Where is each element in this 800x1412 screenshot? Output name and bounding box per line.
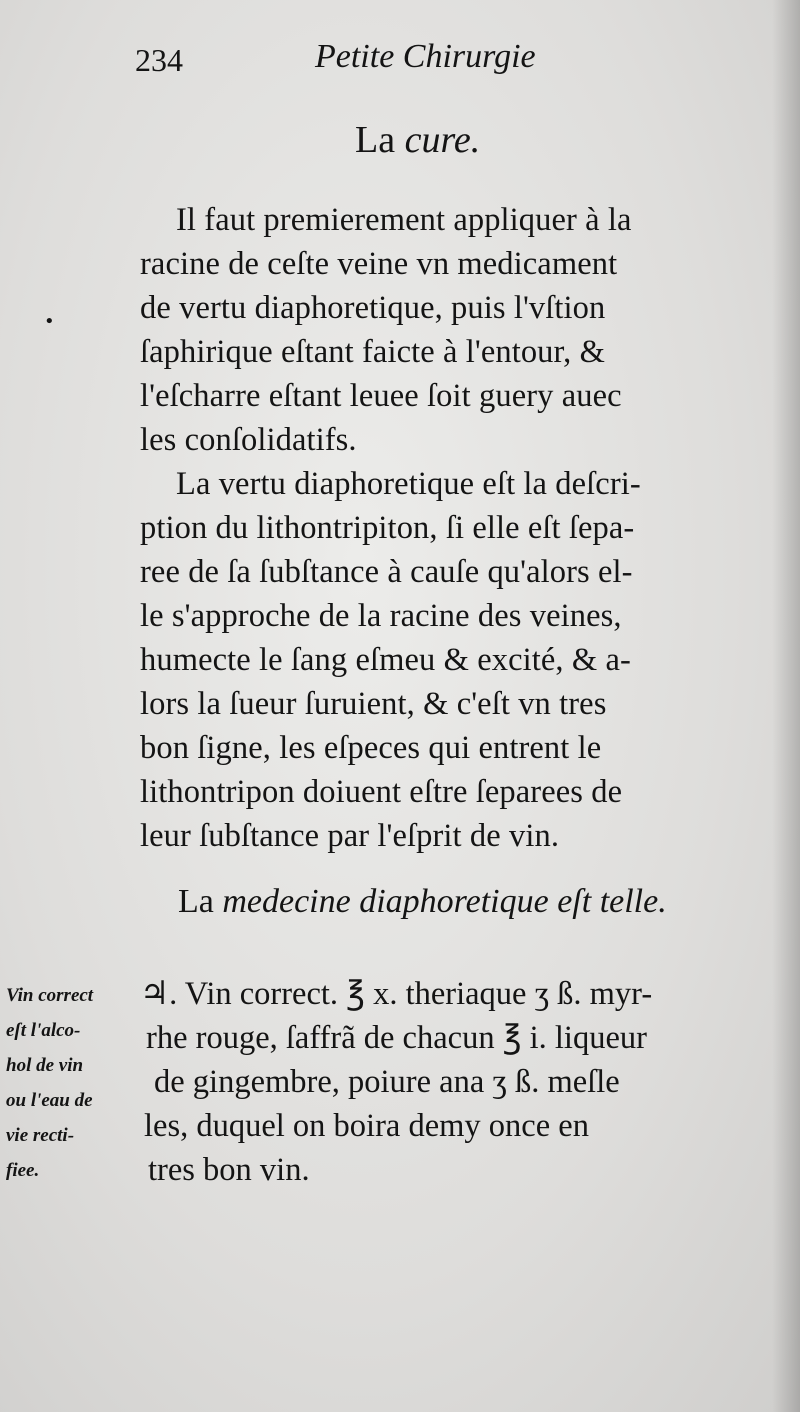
- marginal-note-line: ou l'eau de: [6, 1090, 93, 1111]
- page-header: [135, 30, 605, 80]
- page-number: 234: [135, 42, 183, 78]
- marginal-note-line: eſt l'alco-: [6, 1020, 81, 1041]
- page-edge-shadow: [772, 0, 800, 1412]
- text-line: ption du lithontripiton, ſi elle eſt ſepa-: [140, 510, 635, 546]
- paragraph-1: [140, 198, 740, 462]
- recipe-line: les, duquel on boira demy once en: [144, 1108, 589, 1144]
- text-line: ſaphirique eſtant faicte à l'entour, &: [140, 334, 605, 370]
- text-line: bon ſigne, les eſpeces qui entrent le: [140, 730, 602, 766]
- text-line: les conſolidatifs.: [140, 422, 357, 458]
- margin-mark: •: [44, 311, 55, 332]
- text-line: ree de ſa ſubſtance à cauſe qu'alors el-: [140, 554, 633, 590]
- text-line: lithontripon doiuent eſtre ſeparees de: [140, 774, 623, 810]
- text-line: lors la ſueur ſuruient, & c'eſt vn tres: [140, 686, 607, 722]
- recipe-line: ♃. Vin correct. ℥ x. theriaque ʒ ß. myr-: [140, 976, 653, 1012]
- text-line: humecte le ſang eſmeu & excité, & a-: [140, 642, 631, 678]
- marginal-note-line: Vin correct: [6, 985, 94, 1006]
- body-text: [140, 198, 740, 858]
- running-head: Petite Chirurgie: [315, 38, 536, 75]
- recipe-line: rhe rouge, ſaffrã de chacun ℥ i. liqueur: [146, 1020, 647, 1056]
- recipe-heading: [178, 883, 667, 921]
- text-line: l'eſcharre eſtant leuee ſoit guery auec: [140, 378, 622, 414]
- text-line: La vertu diaphoretique eſt la deſcri-: [176, 466, 641, 502]
- marginal-note-line: vie recti-: [6, 1125, 75, 1146]
- section-heading-lead: La: [355, 119, 396, 161]
- paragraph-2: [140, 462, 740, 858]
- recipe-line: de gingembre, poiure ana ʒ ß. meſle: [154, 1064, 620, 1100]
- recipe-heading-rest: medecine diaphoretique eſt telle.: [222, 883, 667, 920]
- recipe-text: [140, 972, 740, 1192]
- text-line: Il faut premierement appliquer à la: [176, 202, 632, 238]
- text-line: racine de ceſte veine vn medicament: [140, 246, 618, 282]
- section-heading-rest: cure.: [404, 119, 481, 161]
- text-line: leur ſubſtance par l'eſprit de vin.: [140, 818, 560, 854]
- section-heading: [355, 118, 480, 162]
- text-line: de vertu diaphoretique, puis l'vſtion: [140, 290, 606, 326]
- marginal-note-line: hol de vin: [6, 1055, 84, 1076]
- marginal-note-line: fiee.: [6, 1160, 40, 1181]
- recipe-line: tres bon vin.: [148, 1152, 310, 1188]
- text-line: le s'approche de la racine des veines,: [140, 598, 622, 634]
- marginal-note: [6, 978, 134, 1188]
- recipe-heading-lead: La: [178, 883, 214, 920]
